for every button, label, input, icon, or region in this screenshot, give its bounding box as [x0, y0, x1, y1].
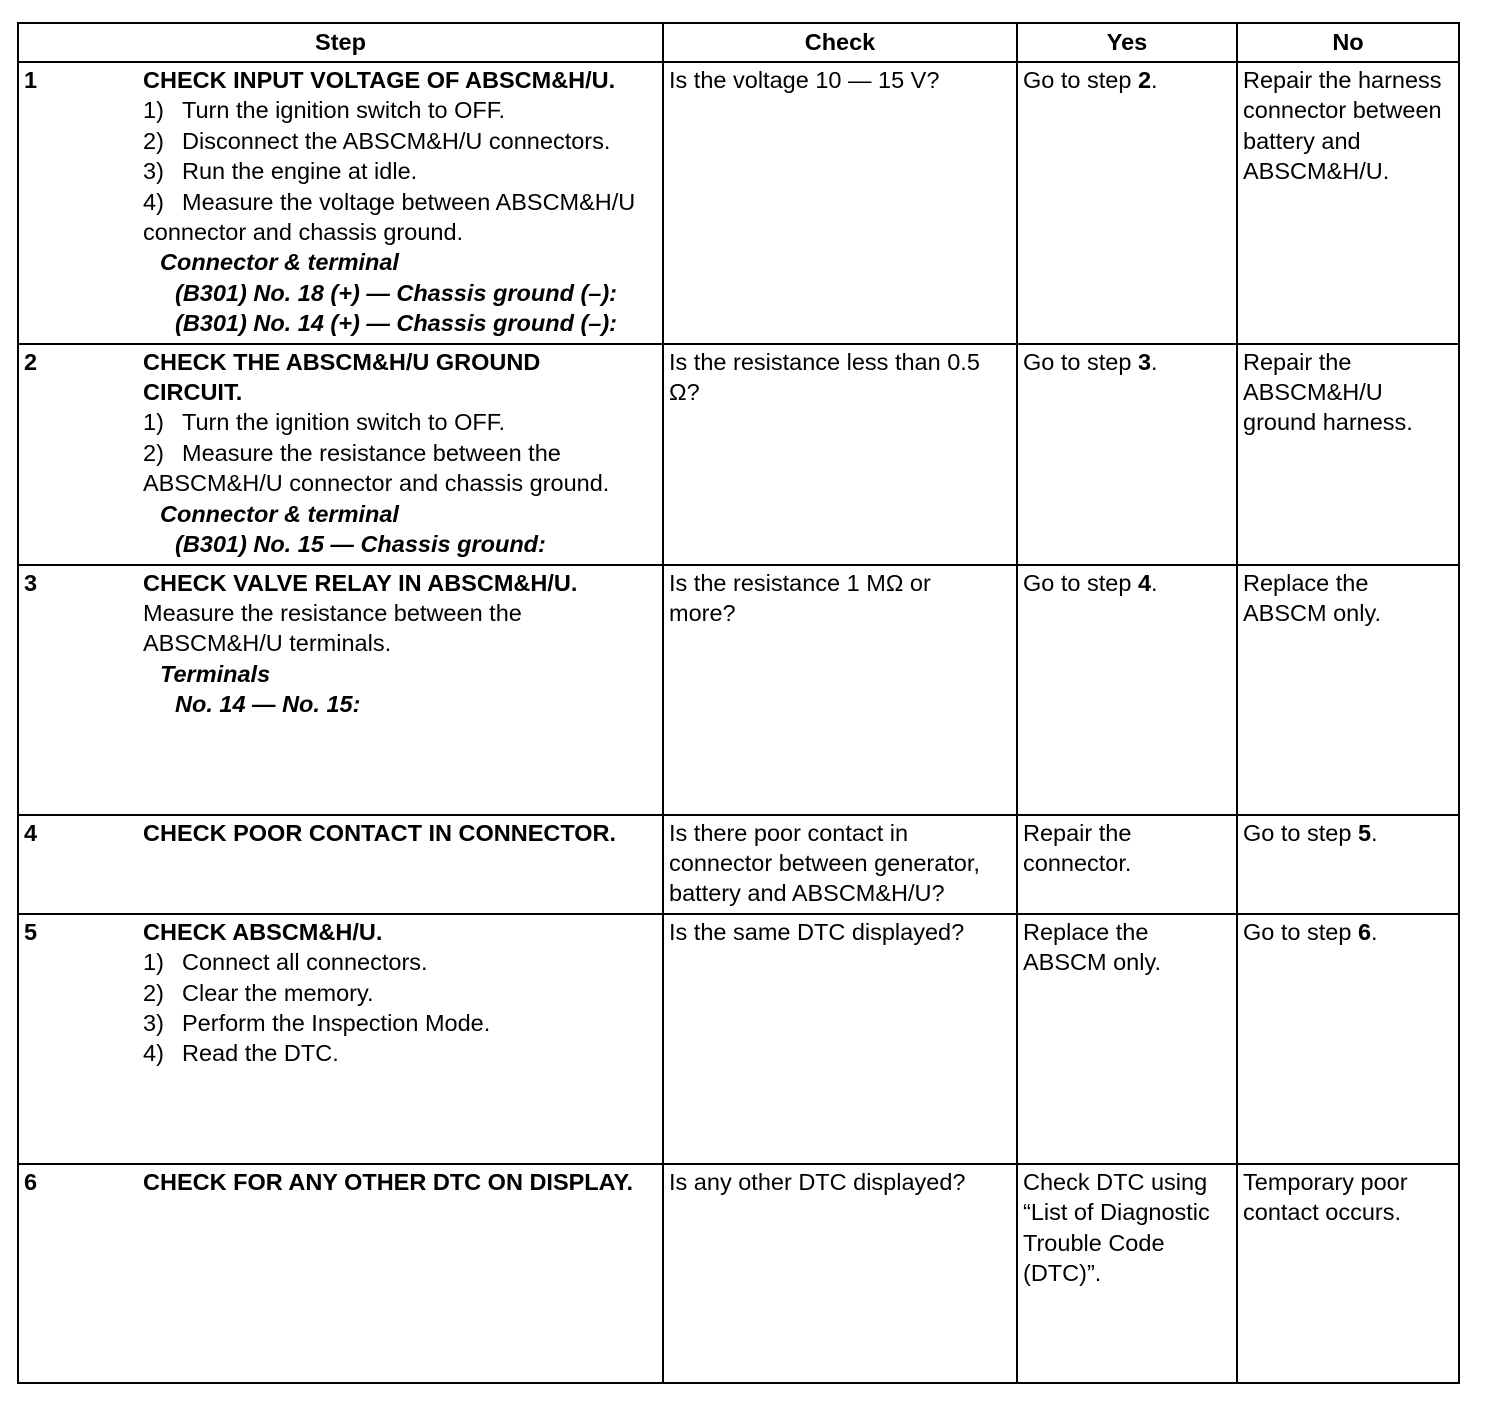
header-yes: Yes — [1017, 23, 1237, 62]
step-item-wide: 4) Measure the voltage between ABSCM&H/U connector and chassis ground. — [143, 188, 636, 246]
step-cell — [18, 344, 663, 565]
no-cell: Repair the harness connector between battery and ABSCM&H/U. — [1237, 62, 1459, 344]
no-step-number: 6 — [1357, 918, 1372, 945]
step-number: 4 — [24, 819, 38, 846]
no-step-number: 5 — [1357, 819, 1372, 846]
step-item: 2) Clear the memory. — [143, 979, 374, 1006]
no-cell: Repair the ABSCM&H/U ground harness. — [1237, 344, 1459, 565]
step-cell — [18, 62, 663, 344]
step-item: 4) Read the DTC. — [143, 1040, 339, 1067]
no-cell: Go to step 6. — [1237, 914, 1459, 1164]
step-text: Measure the resistance between the ABSCM&H/U terminals. — [143, 599, 522, 657]
yes-step-number: 2 — [1137, 67, 1152, 93]
spec-heading: Terminals — [160, 660, 271, 687]
step-item-wide: 2) Measure the resistance between the ABSCM&H/U connector and chassis ground. — [143, 439, 610, 497]
step-title: CHECK FOR ANY OTHER DTC ON DISPLAY. — [143, 1168, 634, 1195]
step-item: 3) Perform the Inspection Mode. — [143, 1009, 491, 1036]
step-cell — [18, 565, 663, 815]
step-cell — [18, 815, 663, 914]
no-cell: Go to step 5. — [1237, 815, 1459, 914]
diagnostic-table — [17, 22, 1460, 1384]
step-item: 3) Run the engine at idle. — [143, 158, 418, 185]
spec-line: No. 14 — No. 15: — [175, 691, 361, 718]
step-number: 5 — [24, 918, 38, 945]
check-cell: Is the resistance less than 0.5 Ω? — [663, 344, 1017, 565]
step-item: 1) Turn the ignition switch to OFF. — [143, 409, 506, 436]
yes-cell: Go to step 2. — [1017, 62, 1237, 344]
check-cell: Is the voltage 10 — 15 V? — [663, 62, 1017, 344]
check-cell: Is the same DTC displayed? — [663, 914, 1017, 1164]
yes-step-number: 4 — [1137, 569, 1152, 596]
table-row — [18, 565, 1459, 815]
yes-step-number: 3 — [1137, 348, 1152, 375]
step-item: 1) Turn the ignition switch to OFF. — [143, 97, 506, 124]
check-cell: Is the resistance 1 MΩ or more? — [663, 565, 1017, 815]
step-number: 3 — [24, 569, 38, 596]
table-row — [18, 914, 1459, 1164]
table-row — [18, 344, 1459, 565]
spec-line: (B301) No. 14 (+) — Chassis ground (–): — [175, 310, 618, 337]
header-no: No — [1237, 23, 1459, 62]
table-row — [18, 62, 1459, 344]
step-title: CHECK INPUT VOLTAGE OF ABSCM&H/U. — [143, 67, 616, 93]
step-number: 6 — [24, 1168, 38, 1195]
no-cell: Replace the ABSCM only. — [1237, 565, 1459, 815]
step-title: CHECK ABSCM&H/U. — [143, 918, 383, 945]
table-row — [18, 1164, 1459, 1383]
yes-cell: Replace the ABSCM only. — [1017, 914, 1237, 1164]
step-number: 2 — [24, 348, 38, 375]
step-cell — [18, 1164, 663, 1383]
step-number: 1 — [24, 67, 38, 93]
check-cell: Is there poor contact in connector between generator, battery and ABSCM&H/U? — [663, 815, 1017, 914]
header-step: Step — [18, 23, 663, 62]
step-item: 2) Disconnect the ABSCM&H/U connectors. — [143, 127, 611, 154]
spec-line: (B301) No. 18 (+) — Chassis ground (–): — [175, 279, 618, 306]
step-title: CHECK THE ABSCM&H/U GROUND CIRCUIT. — [143, 348, 541, 406]
header-check: Check — [663, 23, 1017, 62]
spec-line: (B301) No. 15 — Chassis ground: — [175, 531, 546, 558]
table-row — [18, 815, 1459, 914]
spec-heading: Connector & terminal — [160, 500, 399, 527]
yes-cell: Repair the connector. — [1017, 815, 1237, 914]
table-header-row — [18, 23, 1459, 62]
spec-heading: Connector & terminal — [160, 249, 399, 276]
step-cell — [18, 914, 663, 1164]
step-title: CHECK POOR CONTACT IN CONNECTOR. — [143, 819, 617, 846]
step-title: CHECK VALVE RELAY IN ABSCM&H/U. — [143, 569, 578, 596]
yes-cell: Go to step 3. — [1017, 344, 1237, 565]
yes-cell: Go to step 4. — [1017, 565, 1237, 815]
no-cell: Temporary poor contact occurs. — [1237, 1164, 1459, 1383]
yes-cell: Check DTC using “List of Diagnostic Trouble Code (DTC)”. — [1017, 1164, 1237, 1383]
check-cell: Is any other DTC displayed? — [663, 1164, 1017, 1383]
step-item: 1) Connect all connectors. — [143, 949, 428, 976]
